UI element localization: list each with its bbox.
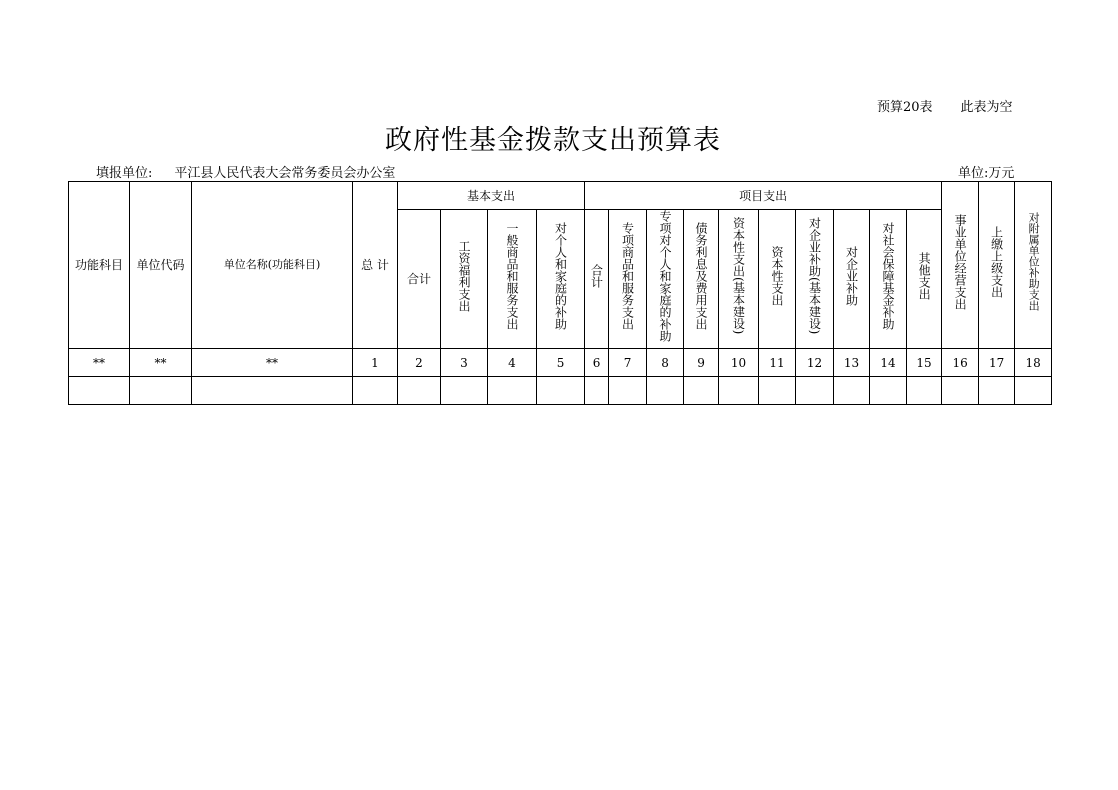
form-number-note bbox=[877, 96, 1013, 115]
col-social-label: 对社会保障基金补助 bbox=[881, 222, 896, 330]
col-goods-label: 一般商品和服务支出 bbox=[505, 222, 519, 330]
col-capital-build-label: 资本性支出(基本建设) bbox=[731, 217, 746, 335]
index-cell: 16 bbox=[942, 349, 979, 377]
index-cell: ** bbox=[69, 349, 130, 377]
index-cell: 6 bbox=[585, 349, 609, 377]
fill-unit-label: 填报单位: bbox=[96, 166, 153, 181]
header-row-groups bbox=[69, 182, 1052, 210]
empty-cell bbox=[488, 377, 537, 405]
empty-cell bbox=[719, 377, 759, 405]
empty-cell bbox=[192, 377, 353, 405]
empty-cell bbox=[942, 377, 979, 405]
col-unit-name: 单位名称(功能科目) bbox=[192, 182, 353, 349]
empty-cell bbox=[647, 377, 684, 405]
col-unit-code: 单位代码 bbox=[130, 182, 192, 349]
empty-cell bbox=[398, 377, 441, 405]
index-cell: ** bbox=[130, 349, 192, 377]
page-title: 政府性基金拨款支出预算表 bbox=[385, 125, 721, 156]
table-row-empty bbox=[69, 377, 1052, 405]
col-special-goods-label: 专项商品和服务支出 bbox=[620, 222, 635, 330]
col-personal-label: 对个人和家庭的补助 bbox=[553, 222, 568, 330]
index-cell: ** bbox=[192, 349, 353, 377]
index-cell: 7 bbox=[609, 349, 647, 377]
empty-cell bbox=[609, 377, 647, 405]
index-cell: 15 bbox=[907, 349, 942, 377]
col-goods bbox=[488, 210, 537, 349]
col-special-goods bbox=[609, 210, 647, 349]
col-wages-label: 工资福利支出 bbox=[457, 240, 471, 312]
index-cell: 13 bbox=[834, 349, 870, 377]
empty-cell bbox=[684, 377, 719, 405]
col-debt bbox=[684, 210, 719, 349]
col-social bbox=[870, 210, 907, 349]
empty-cell bbox=[907, 377, 942, 405]
col-basic-sum: 合计 bbox=[398, 210, 441, 349]
empty-cell bbox=[130, 377, 192, 405]
empty-cell bbox=[69, 377, 130, 405]
index-cell: 4 bbox=[488, 349, 537, 377]
col-affiliated-label: 对附属单位补助支出 bbox=[1027, 212, 1041, 311]
index-cell: 17 bbox=[979, 349, 1015, 377]
index-cell: 10 bbox=[719, 349, 759, 377]
col-debt-label: 债务利息及费用支出 bbox=[694, 222, 709, 330]
col-enterprise-build-label: 对企业补助(基本建设) bbox=[807, 217, 822, 335]
money-unit: 单位:万元 bbox=[958, 166, 1015, 181]
col-proj-sum-label: 合计 bbox=[589, 264, 604, 288]
group-project: 项目支出 bbox=[585, 182, 942, 210]
index-cell: 1 bbox=[353, 349, 398, 377]
index-cell: 14 bbox=[870, 349, 907, 377]
col-proj-sum bbox=[585, 210, 609, 349]
index-cell: 12 bbox=[796, 349, 834, 377]
empty-cell bbox=[537, 377, 585, 405]
empty-cell bbox=[796, 377, 834, 405]
fill-unit-value: 平江县人民代表大会常务委员会办公室 bbox=[174, 166, 396, 181]
col-upper bbox=[979, 182, 1015, 349]
index-cell: 5 bbox=[537, 349, 585, 377]
empty-cell bbox=[834, 377, 870, 405]
col-special-personal-label: 专项对个人和家庭的补助 bbox=[658, 210, 673, 342]
col-capital-build bbox=[719, 210, 759, 349]
empty-cell bbox=[441, 377, 488, 405]
budget-table bbox=[68, 181, 1052, 405]
col-wages bbox=[441, 210, 488, 349]
col-other bbox=[907, 210, 942, 349]
col-affiliated bbox=[1015, 182, 1052, 349]
col-total: 总 计 bbox=[353, 182, 398, 349]
empty-cell bbox=[1015, 377, 1052, 405]
col-business-label: 事业单位经营支出 bbox=[953, 214, 968, 310]
col-capital-label: 资本性支出 bbox=[770, 246, 785, 306]
index-cell: 2 bbox=[398, 349, 441, 377]
col-special-personal bbox=[647, 210, 684, 349]
index-cell: 8 bbox=[647, 349, 684, 377]
form-number: 预算20表 bbox=[877, 100, 933, 115]
col-other-label: 其他支出 bbox=[917, 252, 932, 300]
empty-cell bbox=[979, 377, 1015, 405]
col-personal bbox=[537, 210, 585, 349]
empty-cell bbox=[759, 377, 796, 405]
col-business bbox=[942, 182, 979, 349]
col-upper-label: 上缴上级支出 bbox=[989, 226, 1004, 298]
col-enterprise-label: 对企业补助 bbox=[844, 246, 859, 306]
index-cell: 18 bbox=[1015, 349, 1052, 377]
empty-cell bbox=[585, 377, 609, 405]
col-capital bbox=[759, 210, 796, 349]
fill-unit-line bbox=[96, 162, 395, 181]
index-cell: 3 bbox=[441, 349, 488, 377]
empty-cell bbox=[353, 377, 398, 405]
col-func-subject: 功能科目 bbox=[69, 182, 130, 349]
col-enterprise-build bbox=[796, 210, 834, 349]
index-cell: 9 bbox=[684, 349, 719, 377]
group-basic: 基本支出 bbox=[398, 182, 585, 210]
index-cell: 11 bbox=[759, 349, 796, 377]
empty-cell bbox=[870, 377, 907, 405]
col-enterprise bbox=[834, 210, 870, 349]
table-row-index bbox=[69, 349, 1052, 377]
empty-note: 此表为空 bbox=[960, 100, 1013, 115]
